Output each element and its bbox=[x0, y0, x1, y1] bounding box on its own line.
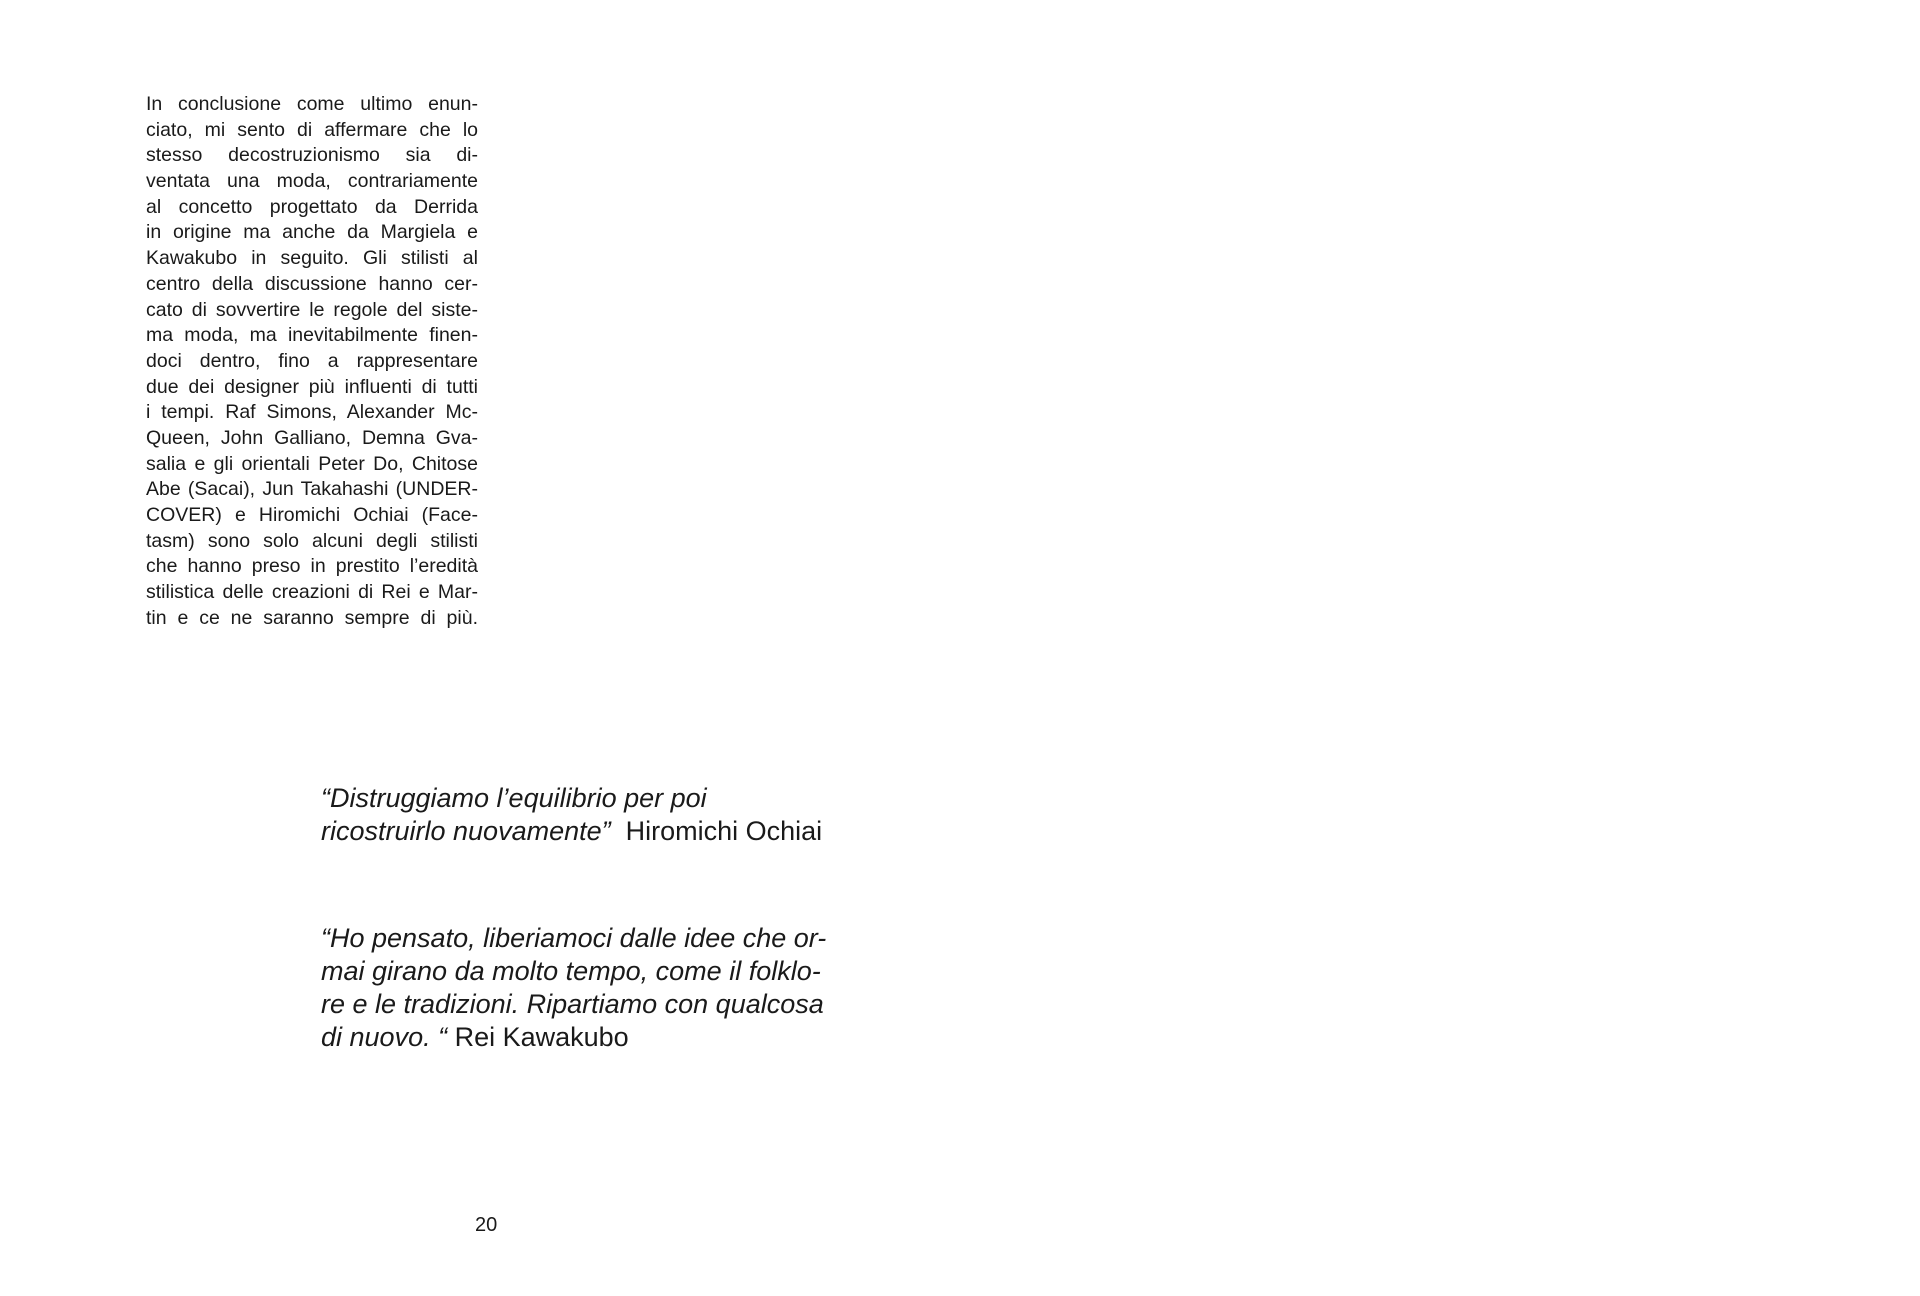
body-line: Kawakubo in seguito. Gli stilisti al bbox=[146, 247, 478, 270]
quote-hiromichi-ochiai bbox=[321, 782, 822, 848]
body-line: doci dentro, fino a rappresentare bbox=[146, 349, 478, 372]
quote-text: di nuovo. “ bbox=[321, 1022, 448, 1052]
body-line: stilistica delle creazioni di Rei e Mar- bbox=[146, 581, 478, 604]
body-line: Abe (Sacai), Jun Takahashi (UNDER- bbox=[146, 478, 478, 501]
body-line: cato di sovvertire le regole del siste- bbox=[146, 298, 478, 321]
body-line: al concetto progettato da Derrida bbox=[146, 195, 478, 218]
page-number: 20 bbox=[475, 1214, 498, 1236]
body-line: che hanno preso in prestito l’eredità bbox=[146, 555, 478, 578]
body-line: i tempi. Raf Simons, Alexander Mc- bbox=[146, 401, 478, 424]
body-line: ciato, mi sento di affermare che lo bbox=[146, 118, 478, 141]
body-line: in origine ma anche da Margiela e bbox=[146, 221, 478, 244]
body-line: stesso decostruzionismo sia di- bbox=[146, 144, 478, 167]
body-paragraph bbox=[146, 92, 478, 631]
body-line: ma moda, ma inevitabilmente finen- bbox=[146, 324, 478, 347]
quote-text: “Ho pensato, liberiamoci dalle idee che or- bbox=[321, 923, 827, 953]
quote-text: re e le tradizioni. Ripartiamo con qualcosa bbox=[321, 989, 824, 1019]
body-line: centro della discussione hanno cer- bbox=[146, 272, 478, 295]
quote-author: Rei Kawakubo bbox=[454, 1022, 629, 1052]
quote-text: ricostruirlo nuovamente” bbox=[321, 816, 611, 846]
body-line: due dei designer più influenti di tutti bbox=[146, 375, 478, 398]
body-line: tasm) sono solo alcuni degli stilisti bbox=[146, 529, 478, 552]
quote-rei-kawakubo bbox=[321, 922, 826, 1054]
body-line: In conclusione come ultimo enun- bbox=[146, 93, 478, 115]
body-line: ventata una moda, contrariamente bbox=[146, 170, 478, 193]
body-line: salia e gli orientali Peter Do, Chitose bbox=[146, 452, 478, 475]
body-line: tin e ce ne saranno sempre di più. bbox=[146, 606, 478, 629]
quote-author: Hiromichi Ochiai bbox=[625, 816, 823, 846]
body-line: COVER) e Hiromichi Ochiai (Face- bbox=[146, 504, 478, 526]
quote-text: mai girano da molto tempo, come il folklo- bbox=[321, 956, 821, 986]
quote-text: “Distruggiamo l’equilibrio per poi bbox=[321, 783, 707, 813]
body-line: Queen, John Galliano, Demna Gva- bbox=[146, 426, 478, 449]
